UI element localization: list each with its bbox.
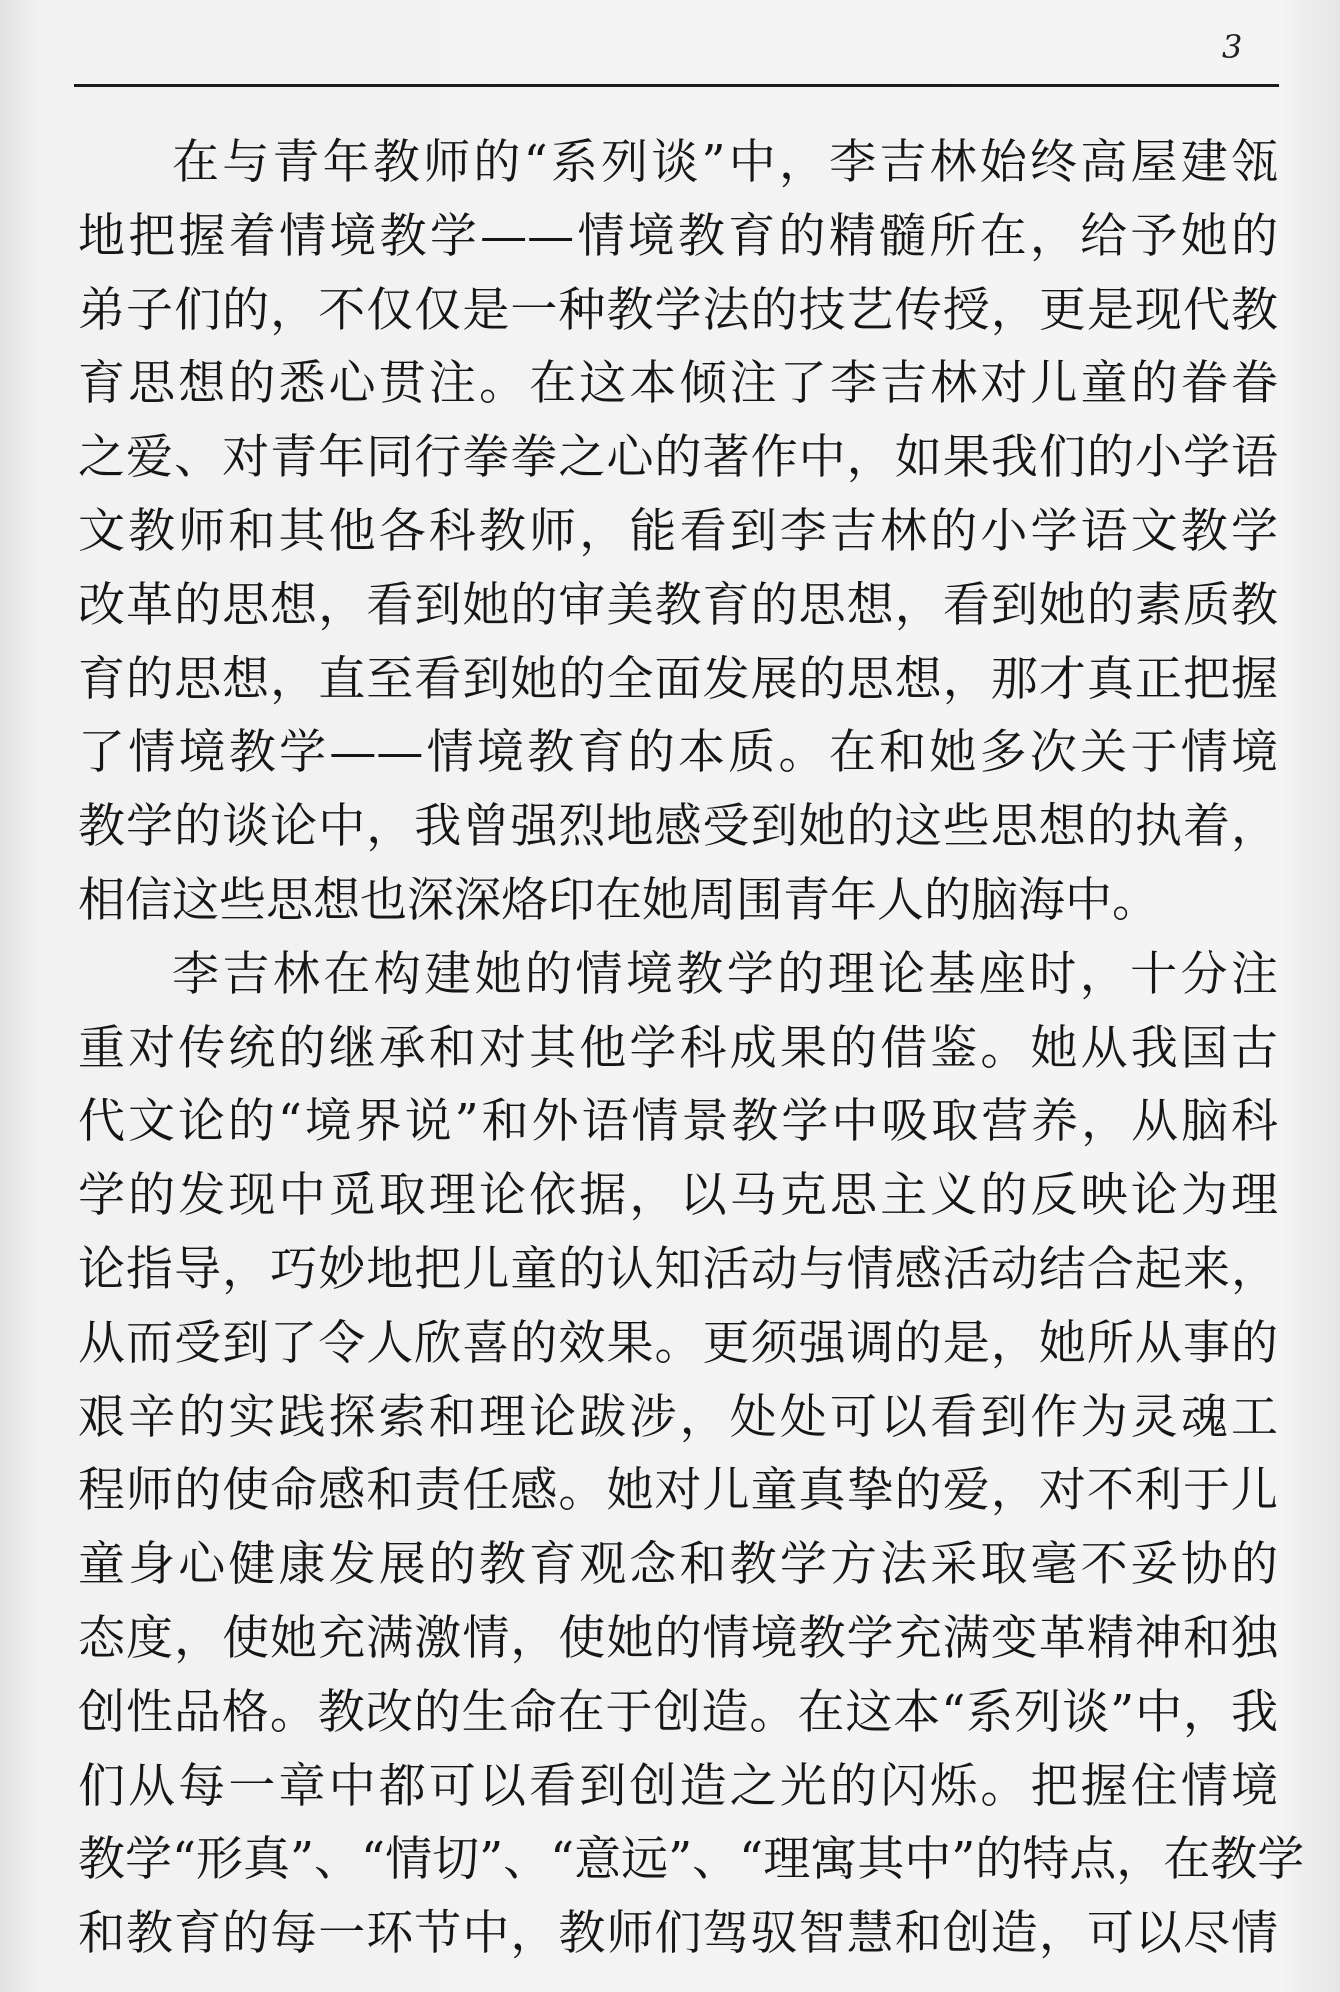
text-line: 代文论的“境界说”和外语情景教学中吸取营养，从脑科 bbox=[78, 1094, 1278, 1150]
text-line: 和教育的每一环节中，教师们驾驭智慧和创造，可以尽情 bbox=[78, 1906, 1278, 1962]
paragraph-1 bbox=[78, 126, 1278, 938]
text-line: 程师的使命感和责任感。她对儿童真挚的爱，对不利于儿 bbox=[78, 1463, 1278, 1519]
text-line: 弟子们的，不仅仅是一种教学法的技艺传授，更是现代教 bbox=[78, 282, 1278, 338]
text-line: 育思想的悉心贯注。在这本倾注了李吉林对儿童的眷眷 bbox=[78, 356, 1278, 412]
text-line: 论指导，巧妙地把儿童的认知活动与情感活动结合起来， bbox=[78, 1241, 1278, 1297]
text-line: 教学“形真”、“情切”、“意远”、“理寓其中”的特点，在教学 bbox=[78, 1832, 1305, 1888]
text-line: 在与青年教师的“系列谈”中，李吉林始终高屋建瓴 bbox=[172, 135, 1278, 190]
text-line: 态度，使她充满激情，使她的情境教学充满变革精神和独 bbox=[78, 1610, 1278, 1666]
text-line: 相信这些思想也深深烙印在她周围青年人的脑海中。 bbox=[78, 872, 1159, 928]
text-line: 之爱、对青年同行拳拳之心的著作中，如果我们的小学语 bbox=[78, 430, 1278, 486]
text-line: 艰辛的实践探索和理论跋涉，处处可以看到作为灵魂工 bbox=[78, 1389, 1278, 1445]
text-line: 改革的思想，看到她的审美教育的思想，看到她的素质教 bbox=[78, 577, 1278, 633]
text-line: 李吉林在构建她的情境教学的理论基座时，十分注 bbox=[172, 946, 1278, 1002]
header-rule bbox=[74, 84, 1279, 87]
body-text bbox=[78, 126, 1305, 1971]
paragraph-2 bbox=[78, 938, 1305, 1971]
text-line: 文教师和其他各科教师，能看到李吉林的小学语文教学 bbox=[78, 503, 1278, 559]
text-line: 从而受到了令人欣喜的效果。更须强调的是，她所从事的 bbox=[78, 1315, 1278, 1371]
page-number: 3 bbox=[1222, 28, 1243, 66]
text-line: 重对传统的继承和对其他学科成果的借鉴。她从我国古 bbox=[78, 1020, 1278, 1076]
text-line: 们从每一章中都可以看到创造之光的闪烁。把握住情境 bbox=[78, 1758, 1278, 1814]
text-line: 地把握着情境教学——情境教育的精髓所在，给予她的 bbox=[78, 208, 1278, 264]
text-line: 教学的谈论中，我曾强烈地感受到她的这些思想的执着， bbox=[78, 799, 1278, 855]
text-line: 了情境教学——情境教育的本质。在和她多次关于情境 bbox=[78, 725, 1278, 781]
text-line: 童身心健康发展的教育观念和教学方法采取毫不妥协的 bbox=[78, 1537, 1278, 1593]
text-line: 创性品格。教改的生命在于创造。在这本“系列谈”中，我 bbox=[78, 1684, 1278, 1740]
text-line: 育的思想，直至看到她的全面发展的思想，那才真正把握 bbox=[78, 651, 1278, 707]
text-line: 学的发现中觅取理论依据，以马克思主义的反映论为理 bbox=[78, 1168, 1278, 1224]
